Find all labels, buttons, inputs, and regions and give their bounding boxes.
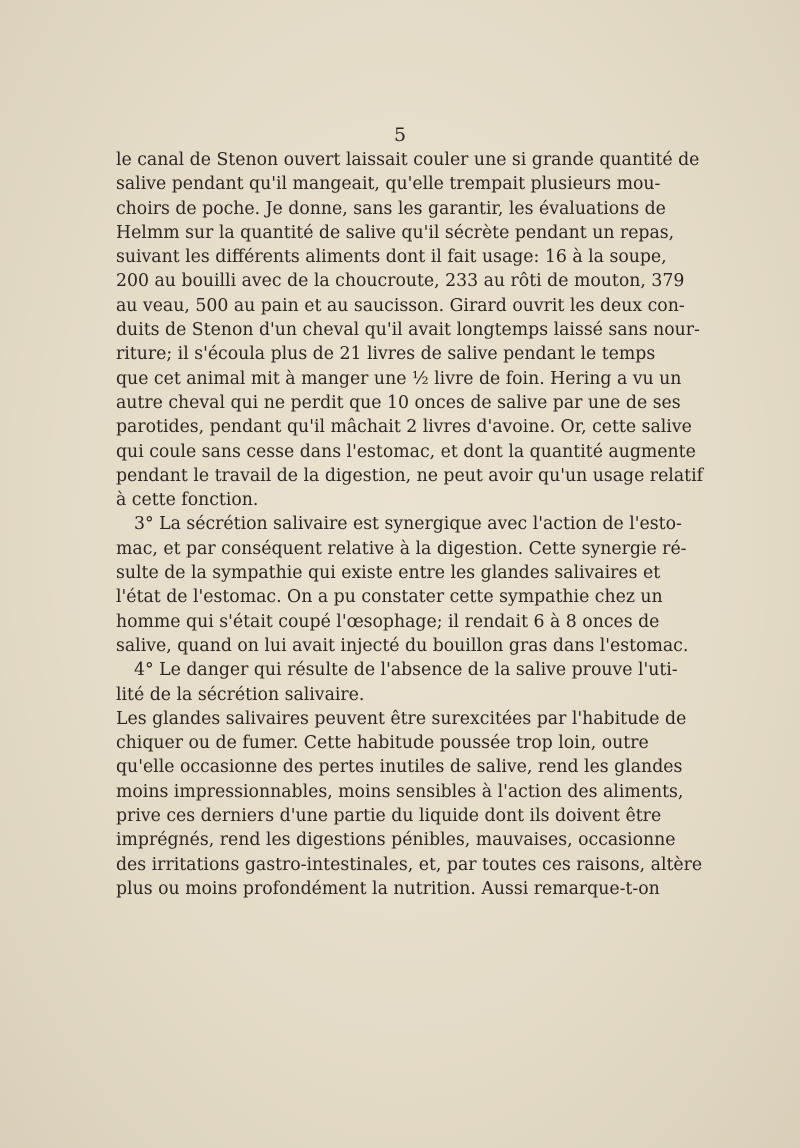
text-line: salive, quand on lui avait injecté du bouillon gras dans l'estomac.	[116, 635, 689, 656]
text-line: autre cheval qui ne perdit que 10 onces de salive par une de ses	[116, 392, 681, 413]
body-text	[116, 148, 703, 901]
text-line: parotides, pendant qu'il mâchait 2 livres d'avoine. Or, cette salive	[116, 417, 692, 438]
text-line: salive pendant qu'il mangeait, qu'elle trempait plusieurs mou-	[116, 174, 661, 195]
text-line: duits de Stenon d'un cheval qu'il avait longtemps laissé sans nour-	[116, 320, 700, 341]
text-line: mac, et par conséquent relative à la digestion. Cette synergie ré-	[116, 538, 687, 559]
text-line: que cet animal mit à manger une ½ livre de foin. Hering a vu un	[116, 368, 682, 389]
text-line: qui coule sans cesse dans l'estomac, et dont la quantité augmente	[116, 441, 696, 462]
text-line: 4° Le danger qui résulte de l'absence de la salive prouve l'uti-	[134, 660, 678, 681]
text-line: riture; il s'écoula plus de 21 livres de salive pendant le temps	[116, 344, 656, 365]
text-line: plus ou moins profondément la nutrition. Aussi remarque-t-on	[116, 878, 660, 899]
text-line: moins impressionnables, moins sensibles à l'action des aliments,	[116, 781, 684, 802]
text-line: qu'elle occasionne des pertes inutiles de salive, rend les glandes	[116, 757, 683, 778]
text-line: imprégnés, rend les digestions pénibles, mauvaises, occasionne	[116, 830, 676, 851]
text-line: 3° La sécrétion salivaire est synergique avec l'action de l'esto-	[134, 514, 682, 535]
text-line: à cette fonction.	[116, 490, 259, 511]
text-line: suivant les différents aliments dont il fait usage: 16 à la soupe,	[116, 247, 667, 268]
text-line: l'état de l'estomac. On a pu constater cette sympathie chez un	[116, 587, 663, 608]
text-line: Les glandes salivaires peuvent être surexcitées par l'habitude de	[116, 708, 687, 729]
text-line: choirs de poche. Je donne, sans les garantir, les évaluations de	[116, 198, 666, 219]
text-line: des irritations gastro-intestinales, et, par toutes ces raisons, altère	[116, 854, 703, 875]
text-line: chiquer ou de fumer. Cette habitude poussée trop loin, outre	[116, 733, 649, 754]
text-line: le canal de Stenon ouvert laissait couler une si grande quantité de	[116, 150, 700, 170]
text-line: 200 au bouilli avec de la choucroute, 233 au rôti de mouton, 379	[116, 271, 685, 292]
text-line: prive ces derniers d'une partie du liquide dont ils doivent être	[116, 806, 662, 827]
text-line: homme qui s'était coupé l'œsophage; il rendait 6 à 8 onces de	[116, 611, 660, 632]
text-line: lité de la sécrétion salivaire.	[116, 684, 365, 705]
text-line: pendant le travail de la digestion, ne peut avoir qu'un usage relatif	[116, 465, 703, 486]
text-line: Helmm sur la quantité de salive qu'il sécrète pendant un repas,	[116, 222, 675, 243]
text-line: au veau, 500 au pain et au saucisson. Girard ouvrit les deux con-	[116, 295, 685, 316]
page-number: 5	[393, 124, 407, 146]
text-line: sulte de la sympathie qui existe entre les glandes salivaires et	[116, 563, 661, 584]
